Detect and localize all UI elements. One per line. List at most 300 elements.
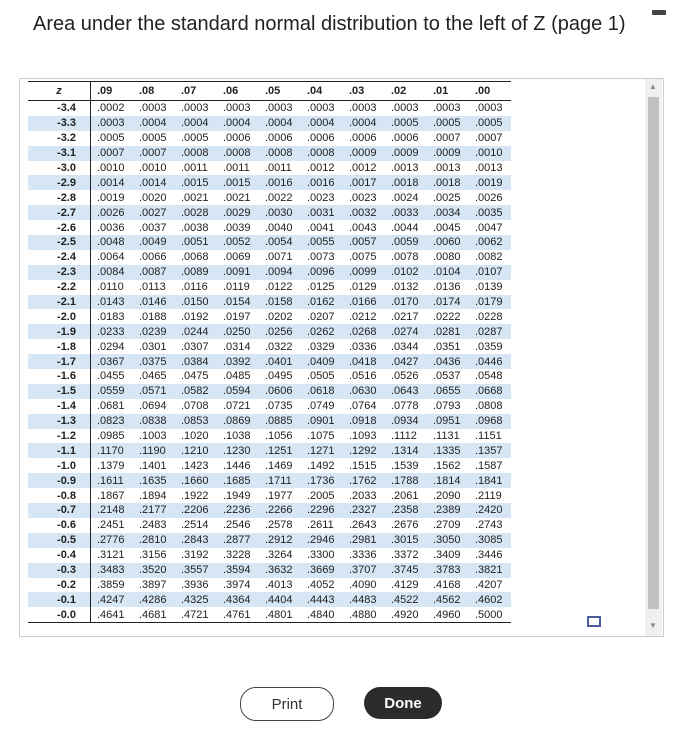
- z-value: -2.4: [28, 250, 91, 265]
- area-cell: .4920: [385, 607, 427, 622]
- table-row: [28, 399, 511, 414]
- area-cell: .0367: [91, 354, 134, 369]
- area-cell: .2090: [433, 489, 461, 502]
- area-cell: .0043: [349, 221, 377, 234]
- area-cell: .2005: [307, 489, 335, 502]
- area-cell: .0026: [475, 191, 503, 204]
- area-cell: .0057: [343, 235, 385, 250]
- area-cell: .0049: [133, 235, 175, 250]
- z-value: -1.4: [28, 399, 91, 414]
- area-cell: .2709: [433, 519, 461, 532]
- area-cell: .0003: [223, 102, 251, 115]
- column-header: z: [28, 82, 91, 101]
- column-header: .00: [469, 82, 511, 101]
- area-cell: .1469: [265, 459, 293, 472]
- column-header: .09: [91, 82, 134, 101]
- z-value: -1.3: [28, 414, 91, 429]
- area-cell: .0968: [469, 414, 511, 429]
- area-cell: .0012: [307, 162, 335, 174]
- area-cell: .0110: [97, 281, 124, 294]
- area-cell: .0505: [307, 370, 335, 383]
- table-row: [28, 592, 511, 607]
- table-row: [28, 295, 511, 310]
- area-cell: .4090: [349, 578, 377, 591]
- area-cell: .0014: [91, 175, 134, 190]
- area-cell: .1230: [217, 443, 259, 458]
- area-cell: .0005: [385, 116, 427, 131]
- area-cell: .0322: [265, 340, 293, 353]
- area-cell: .0007: [91, 146, 134, 161]
- area-cell: .1492: [307, 459, 335, 472]
- area-cell: .3974: [223, 578, 251, 591]
- z-value: -0.6: [28, 518, 91, 533]
- area-cell: .2451: [97, 519, 125, 532]
- area-cell: .0039: [223, 221, 251, 234]
- area-cell: .0146: [133, 295, 175, 310]
- area-cell: .0005: [427, 116, 469, 131]
- area-cell: .4641: [91, 607, 134, 622]
- table-row: [28, 548, 511, 563]
- area-cell: .0409: [301, 354, 343, 369]
- area-cell: .0003: [307, 102, 335, 115]
- area-cell: .0066: [139, 251, 167, 264]
- table-scroll-panel: [19, 78, 664, 637]
- area-cell: .1867: [97, 489, 125, 502]
- area-cell: .0475: [181, 370, 209, 383]
- table-row: [28, 235, 511, 250]
- area-cell: .0375: [133, 354, 175, 369]
- area-cell: .0143: [91, 295, 134, 310]
- area-cell: .0274: [385, 324, 427, 339]
- z-value: -2.7: [28, 205, 91, 220]
- area-cell: .1562: [433, 459, 461, 472]
- table-row: [28, 190, 511, 205]
- area-cell: .3557: [175, 563, 217, 578]
- area-cell: .0005: [469, 116, 511, 131]
- area-cell: .0041: [307, 221, 335, 234]
- area-cell: .0018: [427, 175, 469, 190]
- minimize-button[interactable]: [652, 10, 666, 15]
- area-cell: .4483: [343, 592, 385, 607]
- area-cell: .0643: [385, 384, 427, 399]
- z-value: -1.1: [28, 443, 91, 458]
- z-value: -2.8: [28, 190, 91, 205]
- area-cell: .0021: [181, 191, 209, 204]
- area-cell: .1335: [427, 443, 469, 458]
- area-cell: .4681: [133, 607, 175, 622]
- area-cell: .0055: [301, 235, 343, 250]
- area-cell: .3745: [385, 563, 427, 578]
- area-cell: .0071: [265, 251, 293, 264]
- area-cell: .0003: [391, 102, 419, 115]
- area-cell: .2177: [133, 503, 175, 518]
- area-cell: .3050: [427, 533, 469, 548]
- scrollbar[interactable]: [645, 79, 662, 636]
- area-cell: .0681: [97, 400, 125, 413]
- table-row: [28, 473, 511, 488]
- area-cell: .0158: [259, 295, 301, 310]
- z-value: -1.0: [28, 458, 91, 473]
- table-row: [28, 101, 511, 116]
- area-cell: .0436: [427, 354, 469, 369]
- area-cell: .4207: [475, 578, 503, 591]
- table-row: [28, 503, 511, 518]
- area-cell: .1685: [217, 473, 259, 488]
- area-cell: .0021: [223, 191, 251, 204]
- area-cell: .0170: [385, 295, 427, 310]
- table-row: [28, 146, 511, 161]
- area-cell: .0244: [175, 324, 217, 339]
- area-cell: .0080: [433, 251, 461, 264]
- area-cell: .0026: [91, 205, 134, 220]
- area-cell: .0166: [343, 295, 385, 310]
- column-header: .04: [301, 82, 343, 101]
- area-cell: .0005: [181, 132, 209, 145]
- area-cell: .0008: [259, 146, 301, 161]
- area-cell: .1841: [469, 473, 511, 488]
- z-value: -0.7: [28, 503, 91, 518]
- area-cell: .4801: [259, 607, 301, 622]
- area-cell: .1357: [469, 443, 511, 458]
- area-cell: .1112: [391, 430, 417, 443]
- area-cell: .0793: [433, 400, 461, 413]
- area-cell: .0869: [217, 414, 259, 429]
- area-cell: .4364: [217, 592, 259, 607]
- area-cell: .0069: [223, 251, 251, 264]
- area-cell: .4013: [265, 578, 293, 591]
- area-cell: .0838: [133, 414, 175, 429]
- table-row: [28, 131, 511, 146]
- area-cell: .1788: [385, 473, 427, 488]
- area-cell: .3372: [391, 549, 419, 562]
- area-cell: .0030: [259, 205, 301, 220]
- area-cell: .0287: [469, 324, 511, 339]
- area-cell: .3821: [469, 563, 511, 578]
- area-cell: .0009: [343, 146, 385, 161]
- z-value: -3.2: [28, 131, 91, 146]
- area-cell: .2743: [475, 519, 503, 532]
- area-cell: .0668: [469, 384, 511, 399]
- area-cell: .0571: [133, 384, 175, 399]
- area-cell: .0010: [97, 162, 125, 174]
- z-value: -1.2: [28, 429, 91, 444]
- area-cell: .0004: [301, 116, 343, 131]
- area-cell: .1814: [427, 473, 469, 488]
- table-row: [28, 220, 511, 235]
- area-cell: .2061: [391, 489, 419, 502]
- area-cell: .0054: [259, 235, 301, 250]
- area-cell: .0150: [175, 295, 217, 310]
- scroll-up-icon[interactable]: ▲: [649, 82, 657, 91]
- area-cell: .0059: [385, 235, 427, 250]
- area-cell: .0073: [307, 251, 335, 264]
- area-cell: .0778: [391, 400, 419, 413]
- area-cell: .0099: [343, 265, 385, 280]
- area-cell: .4562: [427, 592, 469, 607]
- z-value: -0.8: [28, 488, 91, 503]
- table-header-row: [28, 82, 511, 101]
- area-cell: .0823: [91, 414, 134, 429]
- area-cell: .0036: [97, 221, 125, 234]
- area-cell: .0427: [385, 354, 427, 369]
- area-cell: .3859: [97, 578, 125, 591]
- z-value: -3.3: [28, 116, 91, 131]
- area-cell: .0017: [343, 175, 385, 190]
- z-value: -0.5: [28, 533, 91, 548]
- area-cell: .3156: [139, 549, 167, 562]
- area-cell: .0735: [265, 400, 293, 413]
- z-value: -0.3: [28, 563, 91, 578]
- area-cell: .0446: [469, 354, 511, 369]
- area-cell: .0749: [307, 400, 335, 413]
- area-cell: .0013: [433, 162, 461, 174]
- area-cell: .0228: [475, 310, 503, 323]
- area-cell: .0183: [97, 310, 125, 323]
- area-cell: .2514: [181, 519, 209, 532]
- area-cell: .4404: [259, 592, 301, 607]
- area-cell: .1056: [265, 430, 293, 443]
- area-cell: .0012: [349, 162, 377, 174]
- area-cell: .3121: [97, 549, 125, 562]
- area-cell: .0239: [133, 324, 175, 339]
- area-cell: .0174: [427, 295, 469, 310]
- area-cell: .3936: [181, 578, 209, 591]
- area-cell: .0934: [385, 414, 427, 429]
- area-cell: .3446: [475, 549, 503, 562]
- table-row: [28, 116, 511, 131]
- area-cell: .0051: [175, 235, 217, 250]
- area-cell: .1151: [475, 430, 502, 443]
- area-cell: .0329: [307, 340, 335, 353]
- area-cell: .1587: [475, 459, 503, 472]
- area-cell: .0618: [301, 384, 343, 399]
- area-cell: .0901: [301, 414, 343, 429]
- area-cell: .5000: [469, 607, 511, 622]
- area-cell: .0013: [391, 162, 419, 174]
- area-cell: .0091: [217, 265, 259, 280]
- area-cell: .2296: [301, 503, 343, 518]
- area-cell: .0015: [175, 175, 217, 190]
- area-cell: .2912: [259, 533, 301, 548]
- area-cell: .1020: [181, 430, 209, 443]
- area-cell: .2266: [259, 503, 301, 518]
- area-cell: .0885: [259, 414, 301, 429]
- area-cell: .0202: [265, 310, 293, 323]
- area-cell: .0040: [265, 221, 293, 234]
- area-cell: .3632: [259, 563, 301, 578]
- table-row: [28, 429, 511, 444]
- area-cell: .0018: [385, 175, 427, 190]
- area-cell: .0010: [469, 146, 511, 161]
- z-value: -2.0: [28, 309, 91, 324]
- area-cell: .0314: [223, 340, 251, 353]
- done-button[interactable]: Done: [364, 687, 442, 719]
- area-cell: .0606: [259, 384, 301, 399]
- area-cell: .0129: [349, 281, 377, 294]
- area-cell: .0102: [385, 265, 427, 280]
- area-cell: .0060: [427, 235, 469, 250]
- area-cell: .2358: [385, 503, 427, 518]
- print-button[interactable]: Print: [240, 687, 334, 721]
- area-cell: .4602: [469, 592, 511, 607]
- area-cell: .4880: [343, 607, 385, 622]
- column-header: .01: [427, 82, 469, 101]
- area-cell: .0005: [139, 132, 167, 145]
- area-cell: .1977: [265, 489, 293, 502]
- area-cell: .0006: [349, 132, 377, 145]
- area-cell: .4168: [433, 578, 461, 591]
- column-header: .05: [259, 82, 301, 101]
- table-row: [28, 265, 511, 280]
- z-table: [28, 81, 511, 623]
- area-cell: .0233: [91, 324, 134, 339]
- area-cell: .1131: [433, 430, 460, 443]
- z-value: -2.1: [28, 295, 91, 310]
- area-cell: .0256: [259, 324, 301, 339]
- area-cell: .0008: [175, 146, 217, 161]
- area-cell: .0005: [97, 132, 125, 145]
- table-row: [28, 324, 511, 339]
- area-cell: .1190: [133, 443, 175, 458]
- area-cell: .4286: [133, 592, 175, 607]
- area-cell: .2483: [139, 519, 167, 532]
- area-cell: .0401: [259, 354, 301, 369]
- area-cell: .0014: [133, 175, 175, 190]
- area-cell: .0007: [433, 132, 461, 145]
- area-cell: .2643: [349, 519, 377, 532]
- area-cell: .4443: [301, 592, 343, 607]
- area-cell: .0003: [265, 102, 293, 115]
- copy-icon[interactable]: [587, 616, 601, 627]
- area-cell: .0708: [181, 400, 209, 413]
- area-cell: .0384: [175, 354, 217, 369]
- area-cell: .0033: [385, 205, 427, 220]
- area-cell: .0455: [97, 370, 125, 383]
- area-cell: .0009: [427, 146, 469, 161]
- area-cell: .4761: [217, 607, 259, 622]
- area-cell: .0006: [391, 132, 419, 145]
- area-cell: .4129: [391, 578, 419, 591]
- area-cell: .1660: [175, 473, 217, 488]
- table-row: [28, 578, 511, 593]
- area-cell: .0630: [343, 384, 385, 399]
- area-cell: .0023: [349, 191, 377, 204]
- area-cell: .0694: [139, 400, 167, 413]
- area-cell: .2676: [391, 519, 419, 532]
- table-row: [28, 354, 511, 369]
- area-cell: .0281: [427, 324, 469, 339]
- table-row: [28, 563, 511, 578]
- column-header: .06: [217, 82, 259, 101]
- z-value: -2.9: [28, 175, 91, 190]
- area-cell: .2546: [223, 519, 251, 532]
- table-row: [28, 175, 511, 190]
- area-cell: .0016: [301, 175, 343, 190]
- area-cell: .0154: [217, 295, 259, 310]
- area-cell: .0004: [133, 116, 175, 131]
- scroll-down-icon[interactable]: ▼: [649, 621, 657, 630]
- area-cell: .2578: [265, 519, 293, 532]
- area-cell: .2389: [427, 503, 469, 518]
- area-cell: .0179: [469, 295, 511, 310]
- area-cell: .0002: [97, 102, 125, 115]
- area-cell: .1922: [181, 489, 209, 502]
- area-cell: .0764: [349, 400, 377, 413]
- area-cell: .0359: [475, 340, 503, 353]
- area-cell: .0418: [343, 354, 385, 369]
- area-cell: .1423: [181, 459, 209, 472]
- area-cell: .3300: [307, 549, 335, 562]
- area-cell: .0044: [391, 221, 419, 234]
- area-cell: .0031: [301, 205, 343, 220]
- area-cell: .0003: [181, 102, 209, 115]
- area-cell: .0548: [475, 370, 503, 383]
- page-title: Area under the standard normal distribution to the left of Z (page 1): [33, 13, 626, 35]
- column-header: .08: [133, 82, 175, 101]
- area-cell: .3707: [343, 563, 385, 578]
- z-value: -2.5: [28, 235, 91, 250]
- area-cell: .0526: [391, 370, 419, 383]
- area-cell: .0019: [469, 175, 511, 190]
- area-cell: .0188: [139, 310, 167, 323]
- z-value: -3.0: [28, 161, 91, 176]
- area-cell: .0078: [391, 251, 419, 264]
- area-cell: .0035: [469, 205, 511, 220]
- area-cell: .0207: [307, 310, 335, 323]
- area-cell: .3783: [427, 563, 469, 578]
- table-row: [28, 607, 511, 622]
- table-row: [28, 161, 511, 176]
- area-cell: .4960: [427, 607, 469, 622]
- scrollbar-thumb[interactable]: [648, 97, 659, 609]
- table-row: [28, 205, 511, 220]
- area-cell: .0516: [349, 370, 377, 383]
- area-cell: .0009: [385, 146, 427, 161]
- z-value: -0.2: [28, 578, 91, 593]
- table-row: [28, 384, 511, 399]
- z-value: -3.1: [28, 146, 91, 161]
- area-cell: .0136: [433, 281, 461, 294]
- area-cell: .0918: [343, 414, 385, 429]
- area-cell: .0034: [427, 205, 469, 220]
- area-cell: .1949: [223, 489, 251, 502]
- area-cell: .0048: [91, 235, 134, 250]
- area-cell: .2611: [307, 519, 334, 532]
- area-cell: .0951: [427, 414, 469, 429]
- table-row: [28, 488, 511, 503]
- area-cell: .0023: [307, 191, 335, 204]
- area-cell: .4247: [91, 592, 134, 607]
- z-value: -0.4: [28, 548, 91, 563]
- area-cell: .1292: [343, 443, 385, 458]
- column-header: .03: [343, 82, 385, 101]
- z-value: -1.7: [28, 354, 91, 369]
- area-cell: .0032: [343, 205, 385, 220]
- area-cell: .1314: [385, 443, 427, 458]
- area-cell: .1539: [391, 459, 419, 472]
- area-cell: .0004: [217, 116, 259, 131]
- area-cell: .0132: [391, 281, 419, 294]
- area-cell: .1003: [139, 430, 167, 443]
- area-cell: .0197: [223, 310, 251, 323]
- z-value: -0.0: [28, 607, 91, 622]
- area-cell: .1170: [91, 443, 134, 458]
- area-cell: .1762: [343, 473, 385, 488]
- area-cell: .1894: [139, 489, 167, 502]
- area-cell: .1635: [133, 473, 175, 488]
- area-cell: .0294: [97, 340, 125, 353]
- z-value: -2.6: [28, 220, 91, 235]
